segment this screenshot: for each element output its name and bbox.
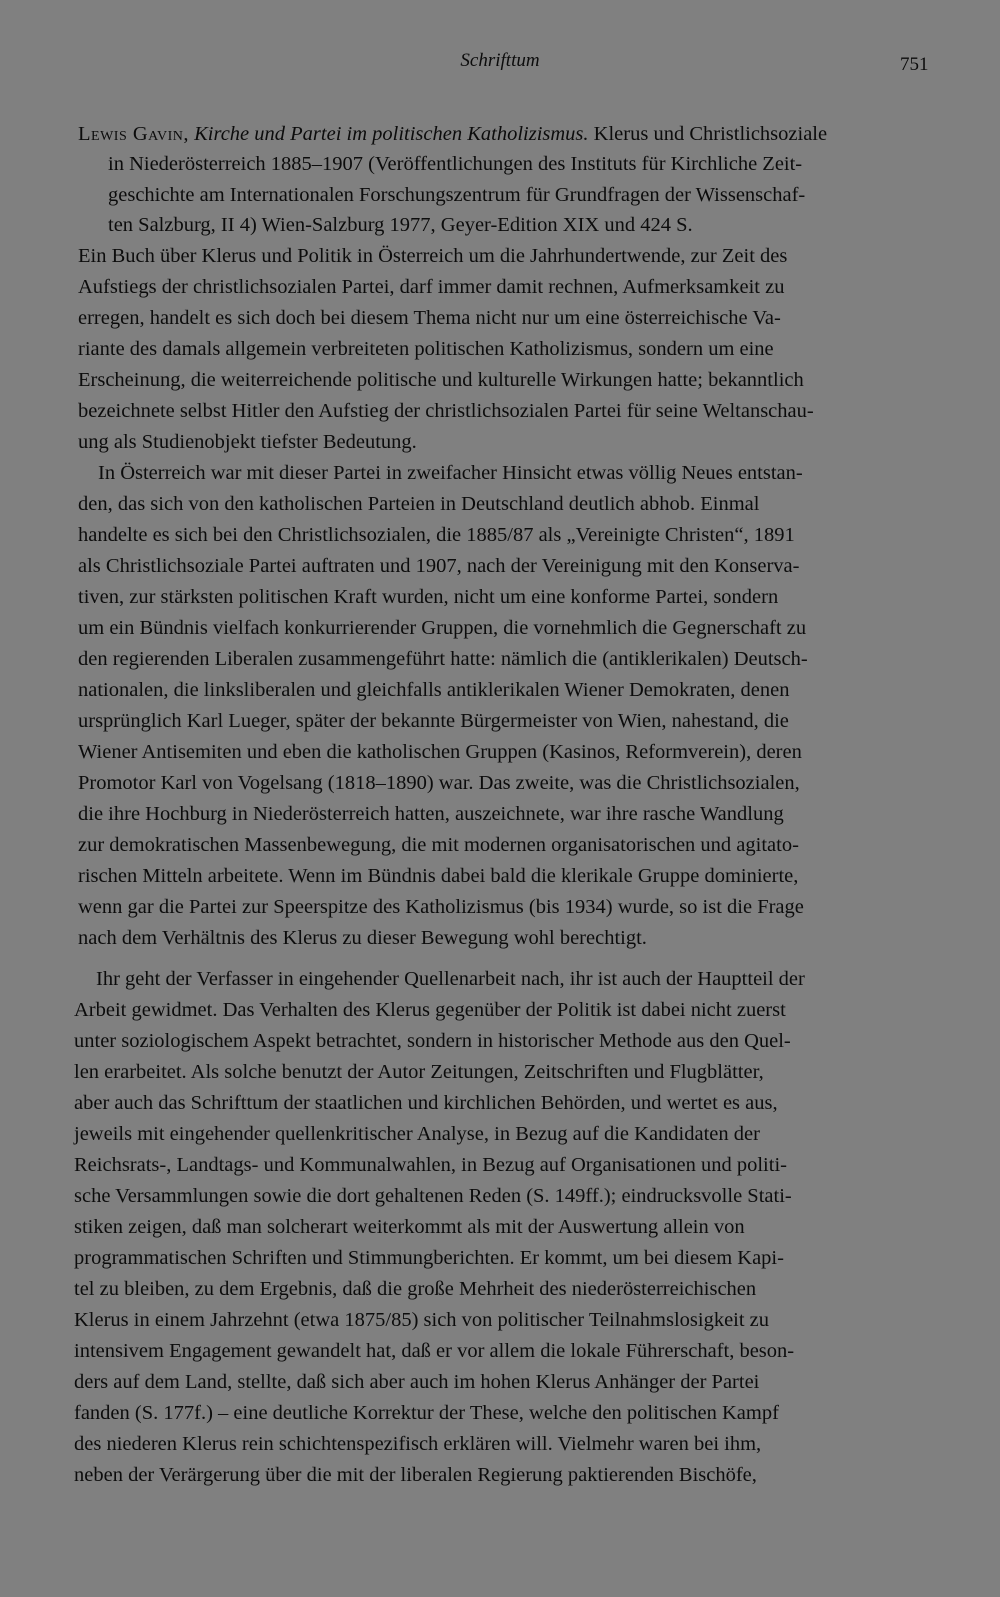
text-line: nationalen, die linksliberalen und gleichfalls antiklerikalen Wiener Demokraten, denen [78,679,790,701]
text-line: ung als Studienobjekt tiefster Bedeutung. [78,431,417,453]
text-line: aber auch das Schrifttum der staatlichen und kirchlichen Behörden, und wertet es aus, [74,1092,778,1114]
text-line: In Österreich war mit dieser Partei in zweifacher Hinsicht etwas völlig Neues entstan- [98,462,803,484]
text-line: riante des damals allgemein verbreiteten politischen Katholizismus, sondern um eine [78,338,774,360]
text-line: um ein Bündnis vielfach konkurrierender Gruppen, die vornehmlich die Gegnerschaft zu [78,617,807,639]
text-line: neben der Verärgerung über die mit der liberalen Regierung paktierenden Bischöfe, [74,1464,757,1486]
text-line: geschichte am Internationalen Forschungszentrum für Grundfragen der Wissenschaf- [108,184,806,206]
text-line: Ein Buch über Klerus und Politik in Österreich um die Jahrhundertwende, zur Zeit des [78,245,788,267]
text-line: unter soziologischem Aspekt betrachtet, sondern in historischer Methode aus den Quel- [74,1030,791,1052]
text-line: tel zu bleiben, zu dem Ergebnis, daß die große Mehrheit des niederösterreichischen [74,1278,757,1300]
citation-text: Klerus und Christlichsoziale [593,123,828,145]
text-line: Erscheinung, die weiterreichende politische und kulturelle Wirkungen hatte; bekanntlich [78,369,804,391]
text-line: in Niederösterreich 1885–1907 (Veröffentlichungen des Instituts für Kirchliche Zeit- [108,153,803,175]
text-line: bezeichnete selbst Hitler den Aufstieg der christlichsozialen Partei für seine Weltanschau- [78,400,814,422]
text-line: Klerus in einem Jahrzehnt (etwa 1875/85) sich von politischer Teilnahmslosigkeit zu [74,1309,770,1331]
text-line: jeweils mit eingehender quellenkritischer Analyse, in Bezug auf die Kandidaten der [74,1123,760,1145]
text-line: tiven, zur stärksten politischen Kraft wurden, nicht um eine konforme Partei, sondern [78,586,779,608]
text-line: len erarbeitet. Als solche benutzt der Autor Zeitungen, Zeitschriften und Flugblätter, [74,1061,764,1083]
text-line: wenn gar die Partei zur Speerspitze des Katholizismus (bis 1934) wurde, so ist die Frage [78,896,804,918]
text-line: den, das sich von den katholischen Parteien in Deutschland deutlich abhob. Einmal [78,493,760,515]
text-line: ten Salzburg, II 4) Wien-Salzburg 1977, Geyer-Edition XIX und 424 S. [108,214,693,236]
citation-first-line [78,122,932,146]
text-line: Promotor Karl von Vogelsang (1818–1890) war. Das zweite, was die Christlichsozialen, [78,772,800,794]
text-line: Arbeit gewidmet. Das Verhalten des Klerus gegenüber der Politik ist dabei nicht zuerst [74,999,786,1021]
text-line: fanden (S. 177f.) – eine deutliche Korrektur der These, welche den politischen Kampf [74,1402,779,1424]
text-line: des niederen Klerus rein schichtenspezifisch erklären will. Vielmehr waren bei ihm, [74,1433,762,1455]
text-line: als Christlichsoziale Partei auftraten und 1907, nach der Vereinigung mit den Konserva- [78,555,800,577]
text-line: erregen, handelt es sich doch bei diesem Thema nicht nur um eine österreichische Va- [78,307,781,329]
text-line: nach dem Verhältnis des Klerus zu dieser Bewegung wohl berechtigt. [78,927,647,949]
page-number: 751 [900,54,929,75]
text-line: stiken zeigen, daß man solcherart weiterkommt als mit der Auswertung allein von [74,1216,745,1238]
running-title: Schrifttum [460,50,540,71]
text-line: zur demokratischen Massenbewegung, die mit modernen organisatorischen und agitato- [78,834,799,856]
text-line: ders auf dem Land, stellte, daß sich aber auch im hohen Klerus Anhänger der Partei [74,1371,760,1393]
text-line: sche Versammlungen sowie die dort gehaltenen Reden (S. 149ff.); eindrucksvolle Stati- [74,1185,792,1207]
text-line: handelte es sich bei den Christlichsozialen, die 1885/87 als „Vereinigte Christen“, 1891 [78,524,795,546]
text-line: Aufstiegs der christlichsozialen Partei, darf immer damit rechnen, Aufmerksamkeit zu [78,276,785,298]
text-line: intensivem Engagement gewandelt hat, daß er vor allem die lokale Führerschaft, beson- [74,1340,795,1362]
text-line: Reichsrats-, Landtags- und Kommunalwahlen, in Bezug auf Organisationen und politi- [74,1154,787,1176]
text-line: ursprünglich Karl Lueger, später der bekannte Bürgermeister von Wien, nahestand, die [78,710,789,732]
text-line: die ihre Hochburg in Niederösterreich hatten, auszeichnete, war ihre rasche Wandlung [78,803,784,825]
text-line: den regierenden Liberalen zusammengeführt hatte: nämlich die (antiklerikalen) Deutsch- [78,648,808,670]
text-line: Ihr geht der Verfasser in eingehender Quellenarbeit nach, ihr ist auch der Hauptteil der [96,968,805,990]
text-line: programmatischen Schriften und Stimmungberichten. Er kommt, um bei diesem Kapi- [74,1247,784,1269]
book-title: Kirche und Partei im politischen Katholizismus. [194,123,589,145]
text-line: rischen Mitteln arbeitete. Wenn im Bündnis dabei bald die klerikale Gruppe dominierte, [78,865,799,887]
text-line: Wiener Antisemiten und eben die katholischen Gruppen (Kasinos, Reformverein), deren [78,741,802,763]
review-author: Lewis Gavin, [78,123,189,145]
